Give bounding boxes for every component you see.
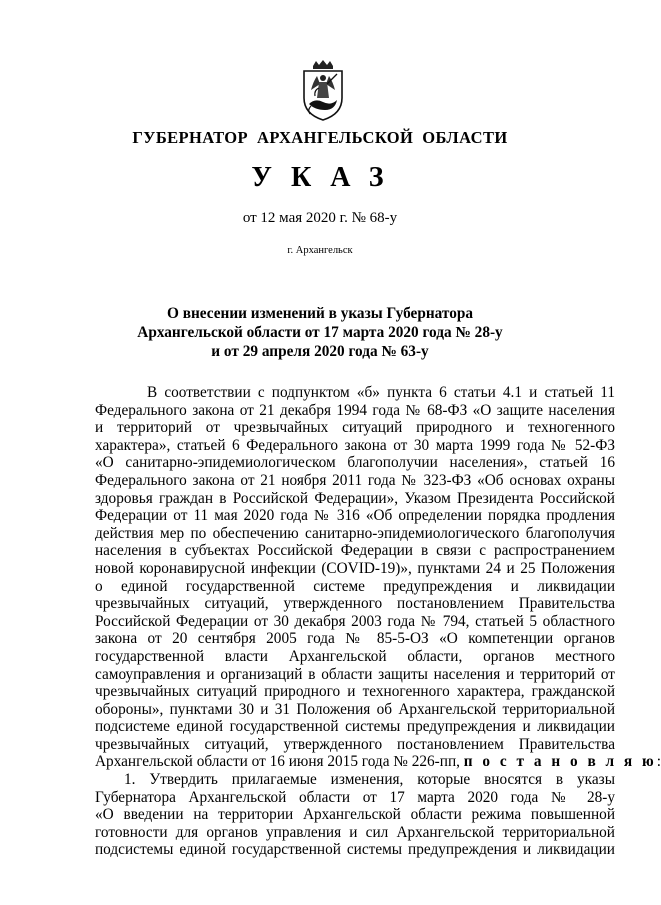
decree-word: п о с т а н о в л я ю: [463, 753, 657, 771]
decree-date-number: от 12 мая 2020 г. № 68-у: [242, 210, 398, 226]
document-type-heading: УКАЗ: [251, 162, 403, 193]
body-line: обороны», пунктами 30 и 31 Положения об Архангельской территориальной: [95, 700, 615, 718]
decree-city: г. Архангельск: [287, 245, 353, 256]
body-line-decree: [95, 753, 661, 771]
body-line: чрезвычайных ситуаций, утвержденного постановлением Правительства: [95, 595, 615, 613]
body-line: Российской Федерации от 30 декабря 2003 года № 794, статьей 5 областного: [95, 612, 615, 630]
body-line: закона от 20 сентября 2005 года № 85-5-ОЗ «О компетенции органов: [95, 630, 615, 648]
body-line: населения в субъектах Российской Федерации в связи с распространением: [95, 542, 615, 560]
body-line-text: Архангельской области от 16 июня 2015 года № 226-пп,: [95, 753, 460, 771]
decree-title: [120, 304, 520, 361]
body-line: новой коронавирусной инфекции (COVID-19)», пунктами 24 и 25 Положения: [95, 559, 615, 577]
body-line: государственной власти Архангельской области, органов местного: [95, 647, 615, 665]
body-line: Федерации от 11 мая 2020 года № 316 «Об определении порядка продления: [95, 507, 615, 525]
body-line: подсистеме единой государственной системы предупреждения и ликвидации: [95, 718, 615, 736]
body-line: «О введении на территории Архангельской области режима повышенной: [95, 806, 615, 824]
decree-body: [95, 384, 661, 859]
body-line: Федерального закона от 21 ноября 2011 года № 323-ФЗ «Об основах охраны: [95, 471, 615, 489]
coat-of-arms-graphic: [299, 60, 347, 122]
body-line: самоуправления и организаций в области защиты населения и территорий от: [95, 665, 615, 683]
body-line: о единой государственной системе предупреждения и ликвидации: [95, 577, 615, 595]
body-line: и территорий от чрезвычайных ситуаций природного и техногенного: [95, 419, 615, 437]
body-line: Губернатора Архангельской области от 17 марта 2020 года № 28-у: [95, 788, 615, 806]
body-line: Федерального закона от 21 декабря 1994 года № 68-ФЗ «О защите населения: [95, 401, 615, 419]
coat-of-arms-icon: [299, 60, 347, 122]
body-line: готовности для органов управления и сил Архангельской территориальной: [95, 823, 615, 841]
body-line: чрезвычайных ситуаций природного и техногенного характера, гражданской: [95, 683, 615, 701]
body-line: В соответствии с подпунктом «б» пункта 6 статьи 4.1 и статьей 11: [147, 384, 615, 401]
body-line: действия мер по обеспечению санитарно-эпидемиологического благополучия: [95, 524, 615, 542]
body-line: здоровья граждан в Российской Федерации», Указом Президента Российской: [95, 489, 615, 507]
decree-title-line: О внесении изменений в указы Губернатора: [166, 305, 474, 322]
body-line: характера», статьей 6 Федерального закона от 30 марта 1999 года № 52-ФЗ: [95, 436, 615, 454]
body-line: чрезвычайных ситуаций, утвержденного постановлением Правительства: [95, 735, 615, 753]
decree-title-line: и от 29 апреля 2020 года № 63-у: [211, 343, 429, 360]
decree-colon: :: [656, 753, 661, 771]
body-line: 1. Утвердить прилагаемые изменения, которые вносятся в указы: [124, 771, 615, 789]
body-line: «О санитарно-эпидемиологическом благополучии населения», статьей 16: [95, 454, 615, 472]
governor-heading: ГУБЕРНАТОР АРХАНГЕЛЬСКОЙ ОБЛАСТИ: [132, 128, 508, 147]
decree-title-line: Архангельской области от 17 марта 2020 года № 28-у: [137, 324, 503, 341]
body-line: подсистемы единой государственной системы предупреждения и ликвидации: [95, 841, 615, 859]
